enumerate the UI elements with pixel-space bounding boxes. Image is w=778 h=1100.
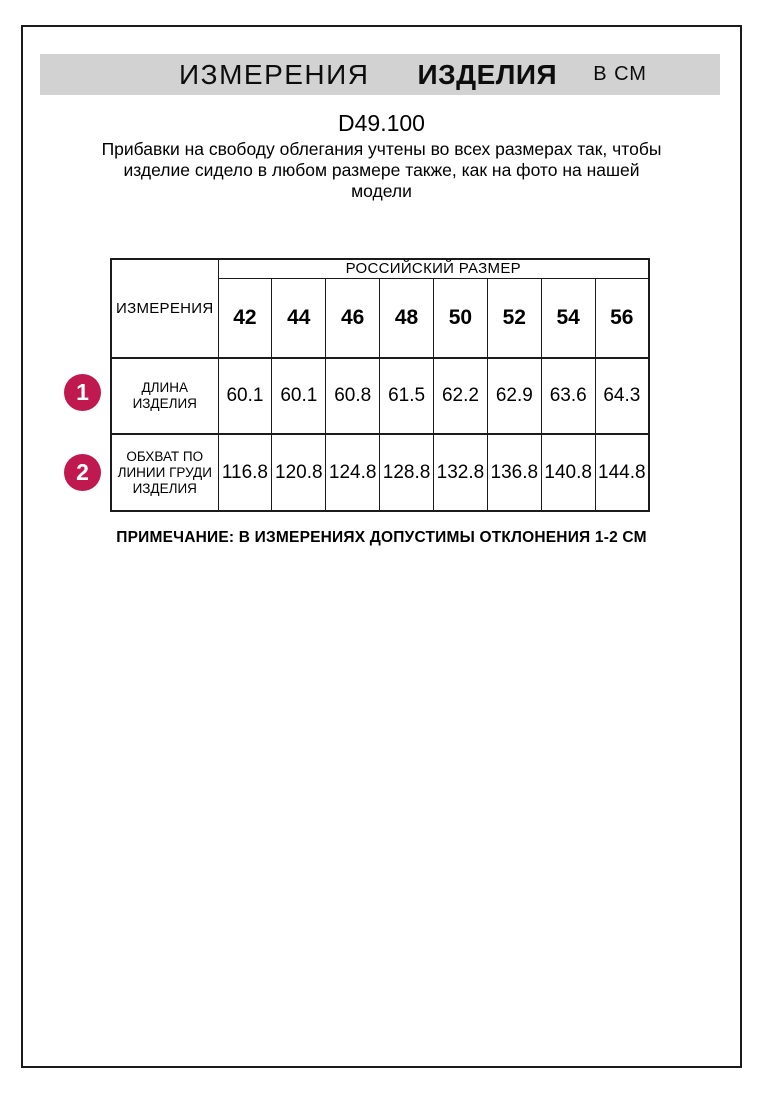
measurement-value: 62.9 bbox=[487, 358, 541, 434]
fit-description-line: изделие сидело в любом размере также, как на фото на нашей bbox=[123, 160, 640, 180]
row-label-line: ЛИНИИ ГРУДИ bbox=[117, 464, 212, 480]
row-label-length bbox=[111, 358, 218, 434]
fit-description-line: модели bbox=[351, 181, 412, 201]
size-header: 50 bbox=[434, 278, 488, 358]
measurement-value: 60.1 bbox=[272, 358, 326, 434]
header-title-measurements: ИЗМЕРЕНИЯ bbox=[179, 58, 370, 90]
header-unit-label: В СМ bbox=[593, 63, 647, 85]
row-label-line: ДЛИНА bbox=[141, 380, 188, 395]
size-header: 48 bbox=[380, 278, 434, 358]
fit-description bbox=[21, 139, 742, 202]
measurement-value: 60.8 bbox=[326, 358, 380, 434]
table-group-header-row bbox=[111, 259, 649, 278]
tolerance-note: ПРИМЕЧАНИЕ: В ИЗМЕРЕНИЯХ ДОПУСТИМЫ ОТКЛОНЕНИЯ 1-2 СМ bbox=[116, 529, 647, 546]
size-header: 56 bbox=[595, 278, 649, 358]
row-label-line: ИЗДЕЛИЯ bbox=[132, 480, 197, 496]
measurement-value: 144.8 bbox=[595, 434, 649, 511]
measurement-value: 62.2 bbox=[434, 358, 488, 434]
measurement-value: 63.6 bbox=[541, 358, 595, 434]
measurement-value: 140.8 bbox=[541, 434, 595, 511]
table-row-chest bbox=[111, 434, 649, 511]
table-corner-header: ИЗМЕРЕНИЯ bbox=[111, 259, 218, 358]
row-label-chest bbox=[111, 434, 218, 511]
measurement-value: 124.8 bbox=[326, 434, 380, 511]
size-header: 52 bbox=[487, 278, 541, 358]
measurement-value: 136.8 bbox=[487, 434, 541, 511]
size-header: 44 bbox=[272, 278, 326, 358]
measurement-value: 132.8 bbox=[434, 434, 488, 511]
size-measurements-table bbox=[110, 258, 650, 512]
measurement-value: 61.5 bbox=[380, 358, 434, 434]
measurement-value: 120.8 bbox=[272, 434, 326, 511]
size-header: 46 bbox=[326, 278, 380, 358]
measurement-value: 116.8 bbox=[218, 434, 272, 511]
table-row-length bbox=[111, 358, 649, 434]
row-number-badge-1: 1 bbox=[64, 374, 101, 411]
fit-description-line: Прибавки на свободу облегания учтены во всех размерах так, чтобы bbox=[101, 139, 662, 159]
row-number-badge-2: 2 bbox=[64, 454, 101, 491]
row-label-line: ИЗДЕЛИЯ bbox=[132, 396, 197, 411]
model-code: D49.100 bbox=[338, 110, 425, 136]
measurement-value: 64.3 bbox=[595, 358, 649, 434]
size-header: 42 bbox=[218, 278, 272, 358]
header-bar bbox=[40, 54, 720, 95]
row-label-line: ОБХВАТ ПО bbox=[126, 448, 204, 464]
measurement-value: 60.1 bbox=[218, 358, 272, 434]
table-group-header: РОССИЙСКИЙ РАЗМЕР bbox=[218, 259, 649, 278]
size-header: 54 bbox=[541, 278, 595, 358]
measurement-value: 128.8 bbox=[380, 434, 434, 511]
header-title-product: ИЗДЕЛИЯ bbox=[417, 58, 558, 90]
